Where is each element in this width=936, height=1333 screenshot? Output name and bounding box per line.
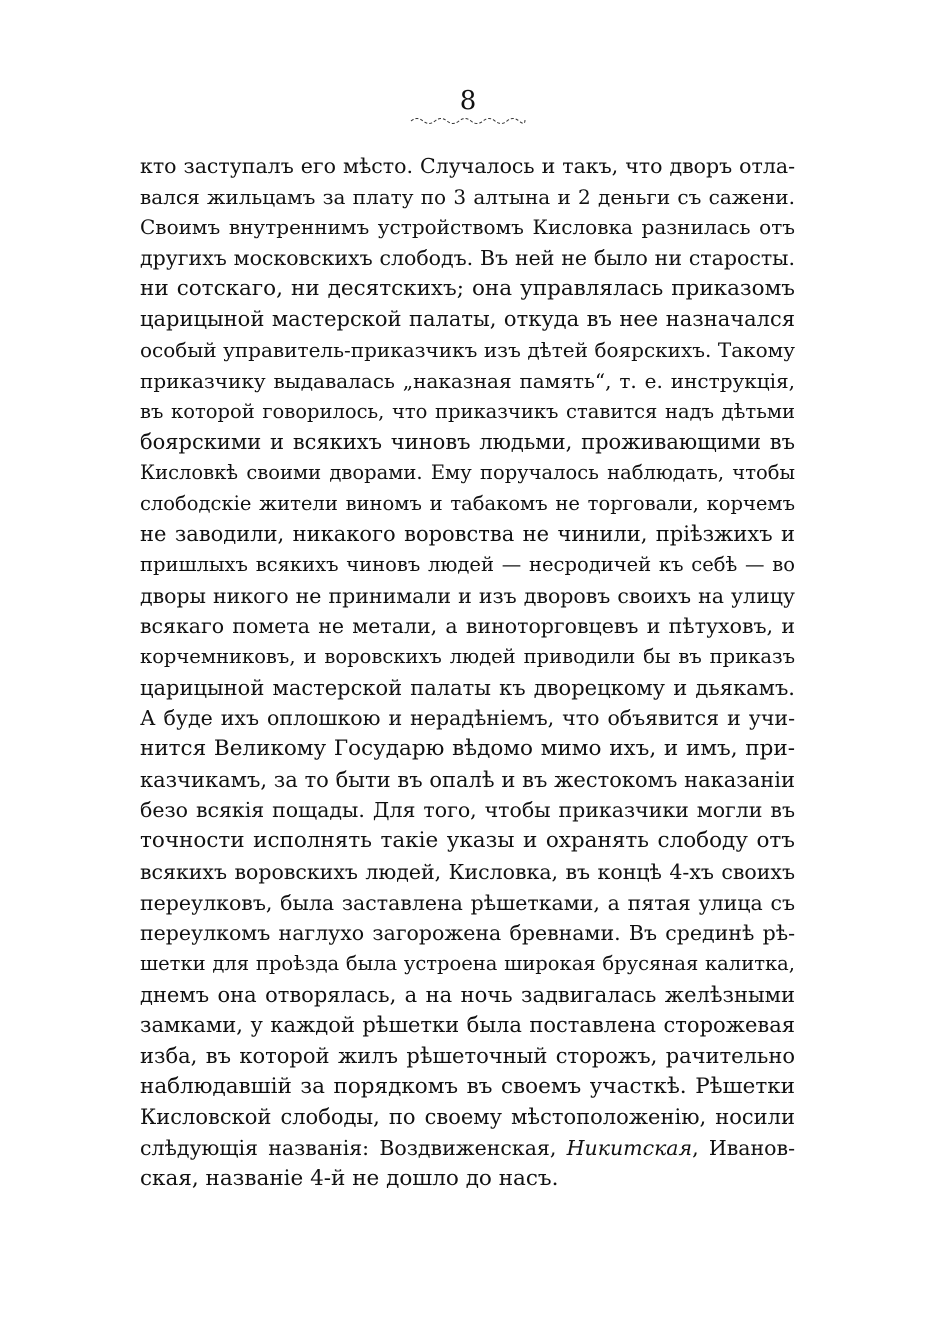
italic-street-name: Никитская <box>566 1136 693 1160</box>
text-line: пришлыхъ всякихъ чиновъ людей — несродичей къ себѣ — во <box>140 552 795 576</box>
text-line: царицыной мастерской палаты, откуда въ нее назначался <box>140 307 795 332</box>
text-line: не заводили, никакого воровства не чинили, пріѣзжихъ и <box>140 522 795 547</box>
text-line: днемъ она отворялась, а на ночь задвигалась желѣзными <box>140 982 795 1007</box>
text-segment: слѣдующія названія: Воздвиженская, <box>140 1136 567 1160</box>
text-line: казчикамъ, за то быти въ опалѣ и въ жестокомъ наказаніи <box>140 767 795 792</box>
text-line: А буде ихъ оплошкою и нерадѣніемъ, что объявится и учи- <box>140 706 795 731</box>
text-segment: , Иванов- <box>692 1136 795 1160</box>
text-line: Кисловской слободы, по своему мѣстоположенію, носили <box>140 1105 795 1130</box>
text-line: слободскіе жители виномъ и табакомъ не торговали, корчемъ <box>140 491 795 515</box>
text-line: корчемниковъ, и воровскихъ людей приводили бы въ приказъ <box>140 645 795 668</box>
text-line: Кисловкѣ своими дворами. Ему поручалось наблюдать, чтобы <box>140 460 795 484</box>
text-line: точности исполнять такіе указы и охранять слободу отъ <box>140 828 795 854</box>
text-line: особый управитель-приказчикъ изъ дѣтей боярскихъ. Такому <box>140 338 795 363</box>
text-line: ни сотскаго, ни десятскихъ; она управлялась приказомъ <box>140 275 795 301</box>
text-line: кто заступалъ его мѣсто. Случалось и такъ, что дворъ отла- <box>140 154 795 178</box>
text-line: переулковъ, была заставлена рѣшетками, а пятая улица съ <box>140 890 795 915</box>
text-line: другихъ московскихъ слободъ. Въ ней не было ни старосты. <box>140 246 795 271</box>
text-line: вался жильцамъ за плату по 3 алтына и 2 деньги съ сажени. <box>140 184 795 209</box>
text-line: замками, у каждой рѣшетки была поставлена сторожевая <box>140 1013 795 1038</box>
body-text <box>140 151 795 1194</box>
text-line: въ которой говорилось, что приказчикъ ставится надъ дѣтьми <box>140 399 795 423</box>
text-line <box>140 1133 795 1164</box>
text-line: нится Великому Государю вѣдомо мимо ихъ, и имъ, при- <box>140 736 795 762</box>
page-number: 8 <box>459 86 477 116</box>
text-line: Своимъ внутреннимъ устройствомъ Кисловка разнилась отъ <box>140 215 795 240</box>
text-line: всякаго помета не метали, а виноторговцевъ и пѣтуховъ, и <box>140 614 795 639</box>
text-line: безо всякія пощады. Для того, чтобы приказчики могли въ <box>140 798 795 823</box>
text-line: переулкомъ наглухо загорожена бревнами. Въ срединѣ рѣ- <box>140 921 795 946</box>
text-line: боярскими и всякихъ чиновъ людьми, проживающими въ <box>140 430 795 455</box>
decorative-ornament-icon <box>409 115 527 125</box>
text-line: царицыной мастерской палаты къ дворецкому и дьякамъ. <box>140 675 795 700</box>
text-line: шетки для проѣзда была устроена широкая брусяная калитка, <box>140 951 795 975</box>
text-line: приказчику выдавалась „наказная память“, т. е. инструкція, <box>140 368 795 393</box>
text-line: всякихъ воровскихъ людей, Кисловка, въ концѣ 4-хъ своихъ <box>140 859 795 884</box>
text-line: изба, въ которой жилъ рѣшеточный сторожъ, рачительно <box>140 1043 795 1068</box>
text-line-last: ская, названіе 4-й не дошло до насъ. <box>140 1165 559 1191</box>
text-line: наблюдавшій за порядкомъ въ своемъ участкѣ. Рѣшетки <box>140 1073 795 1099</box>
text-line: дворы никого не принимали и изъ дворовъ своихъ на улицу <box>140 583 795 608</box>
